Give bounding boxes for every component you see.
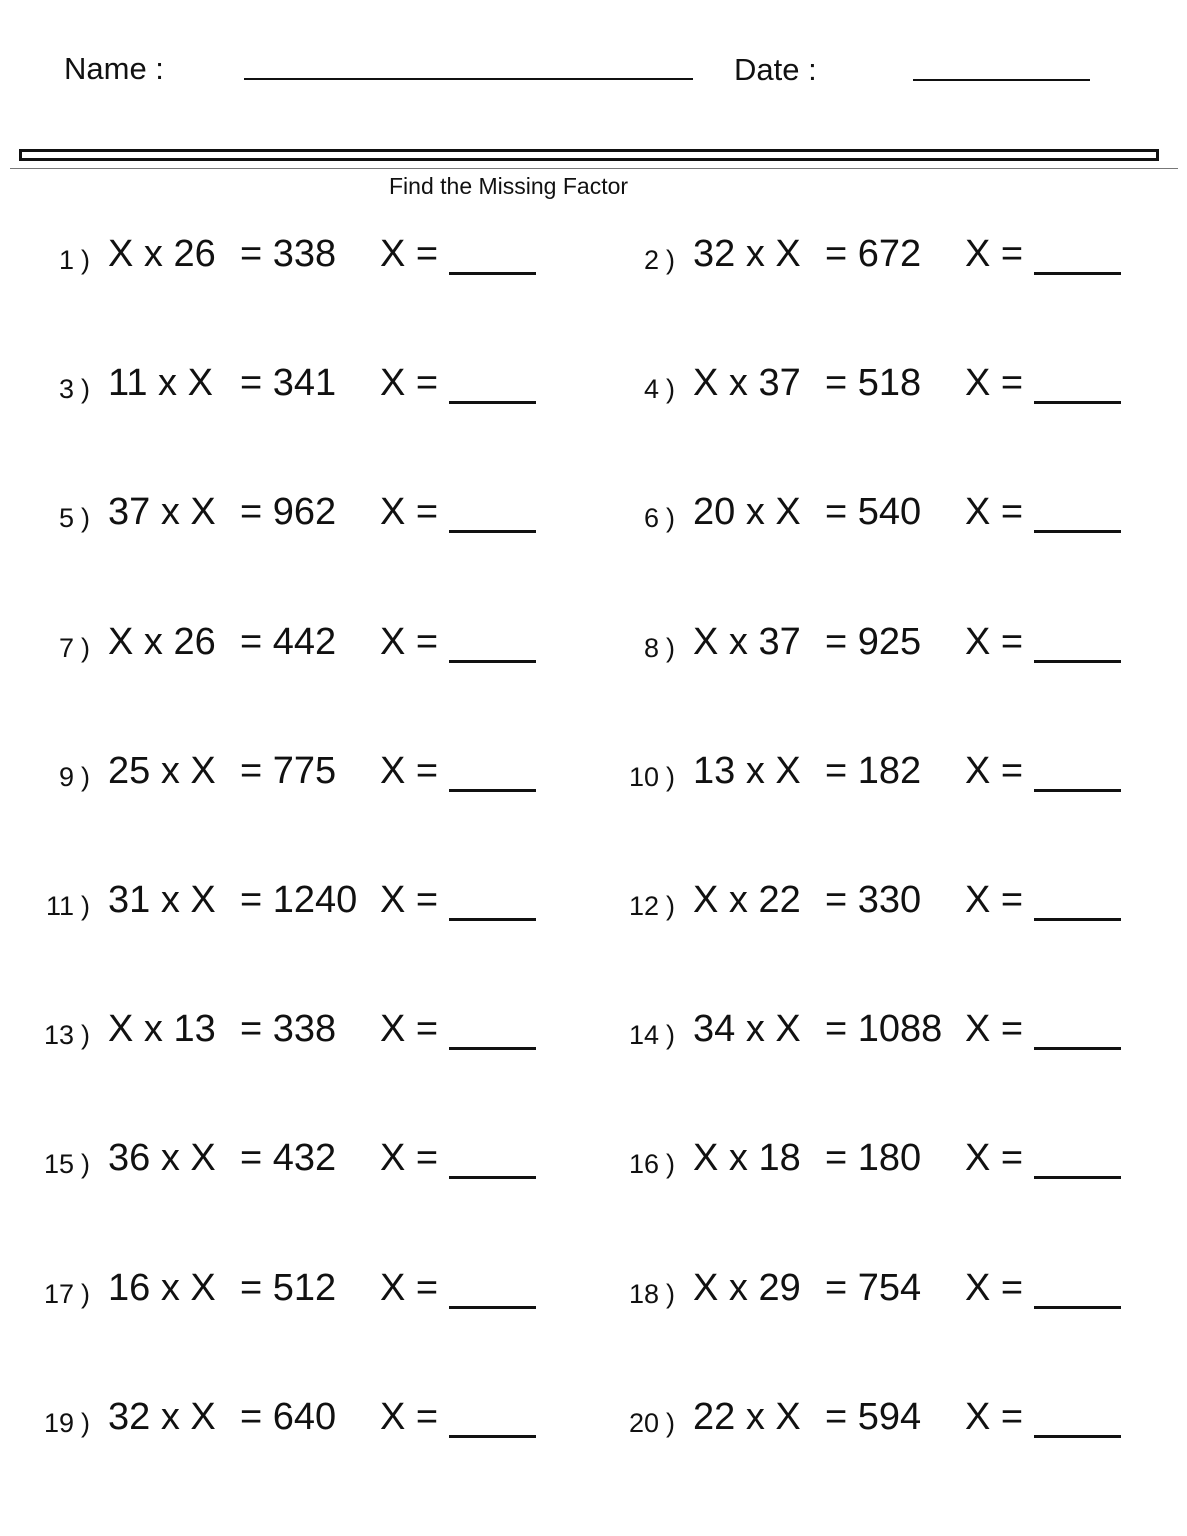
problem-number: 13 [43, 1020, 74, 1050]
answer-label: X = [380, 491, 439, 533]
problem-item [585, 232, 1145, 292]
problem-result: = 338 [240, 1008, 337, 1050]
problem-result: = 1240 [240, 879, 358, 921]
answer-label: X = [965, 233, 1024, 275]
worksheet-title: Find the Missing Factor [389, 173, 629, 199]
problem-paren: ) [81, 374, 90, 404]
answer-blank[interactable] [449, 1306, 536, 1309]
answer-blank[interactable] [1034, 530, 1121, 533]
problem-number: 9 [58, 762, 74, 792]
problem-number: 17 [43, 1279, 74, 1309]
problem-paren: ) [666, 1408, 675, 1438]
answer-blank[interactable] [449, 918, 536, 921]
answer-blank[interactable] [449, 789, 536, 792]
problem-number: 16 [628, 1149, 659, 1179]
problem-item [0, 1007, 560, 1067]
problem-paren: ) [81, 245, 90, 275]
answer-label: X = [965, 491, 1024, 533]
name-label: Name : [64, 51, 164, 86]
answer-blank[interactable] [449, 1176, 536, 1179]
problem-number: 11 [45, 891, 74, 921]
problem-result: = 432 [240, 1137, 337, 1179]
problem-result: = 754 [825, 1267, 922, 1309]
answer-label: X = [965, 1396, 1024, 1438]
answer-label: X = [965, 879, 1024, 921]
problem-result: = 1088 [825, 1008, 943, 1050]
problem-item [0, 232, 560, 292]
problem-number: 5 [58, 503, 74, 533]
problem-result: = 594 [825, 1396, 922, 1438]
answer-blank[interactable] [1034, 1047, 1121, 1050]
answer-blank[interactable] [449, 1435, 536, 1438]
problem-number: 19 [43, 1408, 74, 1438]
problem-result: = 330 [825, 879, 922, 921]
problem-expression: 22 x X [693, 1396, 801, 1438]
answer-blank[interactable] [1034, 401, 1121, 404]
problem-expression: 11 x X [108, 362, 213, 404]
problem-expression: X x 26 [108, 233, 216, 275]
problem-paren: ) [666, 1149, 675, 1179]
problem-paren: ) [81, 633, 90, 663]
problem-item [585, 1007, 1145, 1067]
problem-paren: ) [666, 762, 675, 792]
problem-expression: X x 13 [108, 1008, 216, 1050]
problem-paren: ) [81, 1149, 90, 1179]
problem-number: 4 [643, 374, 659, 404]
problem-item [0, 878, 560, 938]
answer-label: X = [965, 1137, 1024, 1179]
answer-blank[interactable] [1034, 789, 1121, 792]
problem-paren: ) [81, 891, 90, 921]
problem-number: 20 [628, 1408, 659, 1438]
problem-item [0, 1136, 560, 1196]
problem-result: = 338 [240, 233, 337, 275]
problem-number: 15 [43, 1149, 74, 1179]
problem-expression: 36 x X [108, 1137, 216, 1179]
problem-item [0, 1266, 560, 1326]
answer-label: X = [965, 621, 1024, 663]
name-field-line[interactable] [244, 78, 693, 80]
answer-blank[interactable] [449, 660, 536, 663]
problem-paren: ) [666, 1279, 675, 1309]
problem-item [585, 490, 1145, 550]
problem-expression: X x 26 [108, 621, 216, 663]
problem-paren: ) [666, 891, 675, 921]
answer-blank[interactable] [449, 272, 536, 275]
answer-blank[interactable] [449, 401, 536, 404]
answer-label: X = [380, 1267, 439, 1309]
answer-label: X = [380, 1137, 439, 1179]
answer-label: X = [380, 1396, 439, 1438]
answer-label: X = [380, 750, 439, 792]
answer-label: X = [380, 362, 439, 404]
problem-paren: ) [666, 1020, 675, 1050]
problem-number: 1 [58, 245, 74, 275]
problem-item [585, 1266, 1145, 1326]
answer-label: X = [965, 362, 1024, 404]
problem-expression: X x 37 [693, 362, 801, 404]
problem-item [585, 1395, 1145, 1455]
problem-paren: ) [81, 1408, 90, 1438]
problem-item [0, 361, 560, 421]
answer-label: X = [965, 1008, 1024, 1050]
problem-expression: 16 x X [108, 1267, 216, 1309]
problem-paren: ) [81, 1020, 90, 1050]
problem-result: = 925 [825, 621, 922, 663]
problem-result: = 182 [825, 750, 922, 792]
problem-number: 14 [628, 1020, 659, 1050]
problem-item [0, 620, 560, 680]
problem-number: 3 [58, 374, 74, 404]
problem-paren: ) [666, 633, 675, 663]
problem-item [585, 1136, 1145, 1196]
problem-result: = 775 [240, 750, 337, 792]
answer-label: X = [380, 233, 439, 275]
problem-number: 7 [58, 633, 74, 663]
problem-paren: ) [666, 374, 675, 404]
answer-blank[interactable] [1034, 1435, 1121, 1438]
problem-result: = 512 [240, 1267, 337, 1309]
problem-expression: X x 22 [693, 879, 801, 921]
problem-number: 18 [628, 1279, 659, 1309]
problem-item [585, 361, 1145, 421]
problem-expression: 13 x X [693, 750, 801, 792]
problem-result: = 540 [825, 491, 922, 533]
answer-label: X = [380, 879, 439, 921]
answer-label: X = [380, 621, 439, 663]
header-thin-rule [10, 168, 1178, 169]
answer-blank[interactable] [449, 1047, 536, 1050]
problem-item [0, 490, 560, 550]
answer-label: X = [380, 1008, 439, 1050]
problem-number: 10 [628, 762, 659, 792]
problem-paren: ) [666, 503, 675, 533]
answer-blank[interactable] [1034, 1306, 1121, 1309]
problem-result: = 640 [240, 1396, 337, 1438]
problem-number: 8 [643, 633, 659, 663]
problem-result: = 442 [240, 621, 337, 663]
problem-expression: 20 x X [693, 491, 801, 533]
problem-number: 6 [643, 503, 659, 533]
problem-expression: 31 x X [108, 879, 216, 921]
problem-expression: 25 x X [108, 750, 216, 792]
problem-result: = 672 [825, 233, 922, 275]
problem-number: 2 [643, 245, 659, 275]
problem-paren: ) [81, 762, 90, 792]
problem-result: = 180 [825, 1137, 922, 1179]
problem-expression: 34 x X [693, 1008, 801, 1050]
problem-expression: X x 37 [693, 621, 801, 663]
problem-paren: ) [666, 245, 675, 275]
problem-number: 12 [628, 891, 659, 921]
problem-item [585, 620, 1145, 680]
problem-expression: 32 x X [693, 233, 801, 275]
answer-label: X = [965, 1267, 1024, 1309]
answer-label: X = [965, 750, 1024, 792]
problem-expression: 37 x X [108, 491, 216, 533]
problem-result: = 341 [240, 362, 337, 404]
answer-blank[interactable] [449, 530, 536, 533]
problem-paren: ) [81, 1279, 90, 1309]
problem-item [0, 1395, 560, 1455]
problem-expression: X x 18 [693, 1137, 801, 1179]
problem-expression: X x 29 [693, 1267, 801, 1309]
answer-blank[interactable] [1034, 1176, 1121, 1179]
answer-blank[interactable] [1034, 660, 1121, 663]
problem-result: = 962 [240, 491, 337, 533]
answer-blank[interactable] [1034, 272, 1121, 275]
problem-item [0, 749, 560, 809]
date-label: Date : [734, 52, 817, 87]
header-double-rule [19, 149, 1159, 161]
problem-expression: 32 x X [108, 1396, 216, 1438]
problem-item [585, 878, 1145, 938]
problem-item [585, 749, 1145, 809]
answer-blank[interactable] [1034, 918, 1121, 921]
problem-paren: ) [81, 503, 90, 533]
date-field-line[interactable] [913, 79, 1090, 81]
problem-result: = 518 [825, 362, 922, 404]
